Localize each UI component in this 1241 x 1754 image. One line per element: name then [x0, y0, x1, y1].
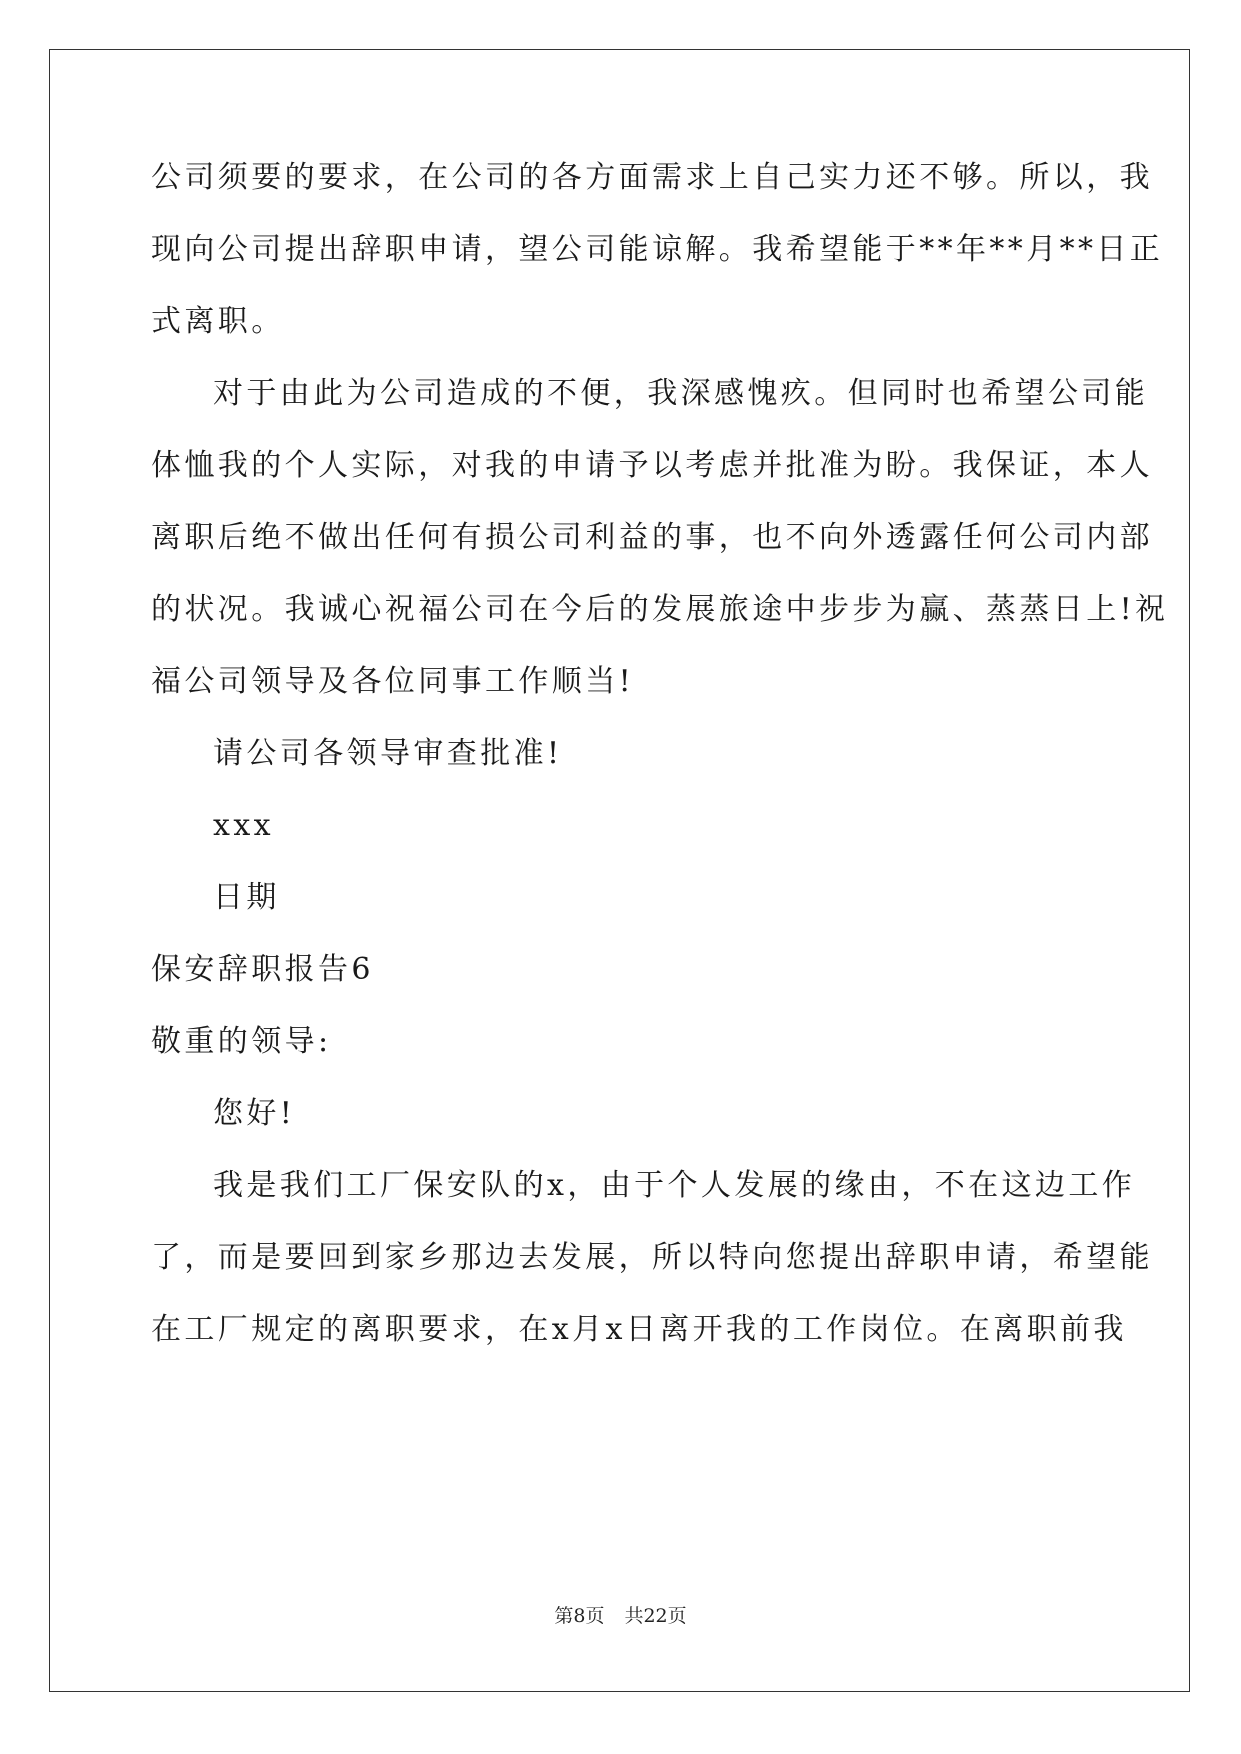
page-border [49, 49, 1190, 1692]
text-line: 现向公司提出辞职申请，望公司能谅解。我希望能于**年**月**日正 [151, 232, 1164, 267]
salutation: 敬重的领导: [151, 1024, 332, 1059]
paragraph-start-line: 对于由此为公司造成的不便，我深感愧疚。但同时也希望公司能 [213, 376, 1149, 411]
signature-name: xxx [213, 808, 274, 843]
text-line: 在工厂规定的离职要求，在x月x日离开我的工作岗位。在离职前我 [151, 1312, 1127, 1347]
paragraph-start-line: 我是我们工厂保安队的x，由于个人发展的缘由，不在这边工作 [213, 1168, 1136, 1203]
page-total: 共22页 [624, 1605, 687, 1627]
text-line: 福公司领导及各位同事工作顺当! [151, 664, 635, 699]
closing-request: 请公司各领导审查批准! [213, 736, 563, 771]
greeting: 您好! [213, 1096, 296, 1131]
text-line: 了，而是要回到家乡那边去发展，所以特向您提出辞职申请，希望能 [151, 1240, 1153, 1275]
page-footer [0, 1604, 1241, 1628]
text-line: 的状况。我诚心祝福公司在今后的发展旅途中步步为赢、蒸蒸日上!祝 [151, 592, 1169, 627]
section-title: 保安辞职报告6 [151, 952, 374, 987]
text-line: 离职后绝不做出任何有损公司利益的事，也不向外透露任何公司内部 [151, 520, 1153, 555]
signature-date: 日期 [213, 880, 280, 915]
text-line: 体恤我的个人实际，对我的申请予以考虑并批准为盼。我保证，本人 [151, 448, 1153, 483]
text-line: 式离职。 [151, 304, 285, 339]
text-line: 公司须要的要求，在公司的各方面需求上自己实力还不够。所以，我 [151, 160, 1153, 195]
page-number: 第8页 [554, 1605, 605, 1627]
